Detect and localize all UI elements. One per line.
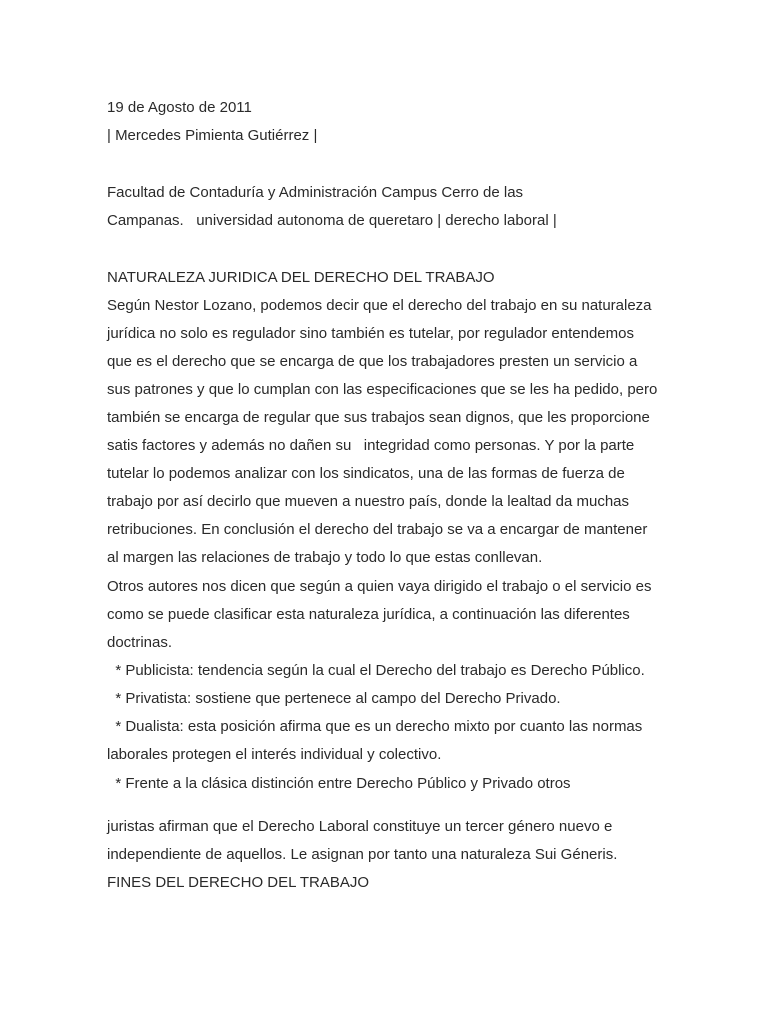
institution-line: Campanas. universidad autonoma de queretaro | derecho laboral | <box>107 212 557 229</box>
paragraph-line: Otros autores nos dicen que según a quien vaya dirigido el trabajo o el servicio es <box>107 578 652 595</box>
institution-line: Facultad de Contaduría y Administración Campus Cerro de las <box>107 184 524 201</box>
paragraph-line: independiente de aquellos. Le asignan por tanto una naturaleza Sui Géneris. <box>107 846 618 863</box>
paragraph-line: juristas afirman que el Derecho Laboral constituye un tercer género nuevo e <box>107 818 613 835</box>
section-heading: NATURALEZA JURIDICA DEL DERECHO DEL TRABAJO <box>107 269 495 286</box>
paragraph-line: que es el derecho que se encarga de que los trabajadores presten un servicio a <box>107 353 638 370</box>
paragraph-line: retribuciones. En conclusión el derecho del trabajo se va a encargar de mantener <box>107 521 648 538</box>
author-line: | Mercedes Pimienta Gutiérrez | <box>107 127 318 144</box>
paragraph-line: como se puede clasificar esta naturaleza jurídica, a continuación las diferentes <box>107 606 630 623</box>
paragraph-line: también se encarga de regular que sus trabajos sean dignos, que les proporcione <box>107 409 650 426</box>
paragraph-line: tutelar lo podemos analizar con los sindicatos, una de las formas de fuerza de <box>107 465 625 482</box>
paragraph-line: satis factores y además no dañen su integridad como personas. Y por la parte <box>107 437 635 454</box>
list-item-continuation: laborales protegen el interés individual y colectivo. <box>107 746 442 763</box>
paragraph-line: Según Nestor Lozano, podemos decir que el derecho del trabajo en su naturaleza <box>107 297 652 314</box>
list-item: * Publicista: tendencia según la cual el Derecho del trabajo es Derecho Público. <box>107 662 645 679</box>
list-item: * Privatista: sostiene que pertenece al campo del Derecho Privado. <box>107 690 561 707</box>
list-item: * Frente a la clásica distinción entre Derecho Público y Privado otros <box>107 775 571 792</box>
paragraph-line: jurídica no solo es regulador sino también es tutelar, por regulador entendemos <box>107 325 634 342</box>
document-date: 19 de Agosto de 2011 <box>107 99 252 116</box>
paragraph-line: trabajo por así decirlo que mueven a nuestro país, donde la lealtad da muchas <box>107 493 629 510</box>
list-item: * Dualista: esta posición afirma que es un derecho mixto por cuanto las normas <box>107 718 643 735</box>
section-heading: FINES DEL DERECHO DEL TRABAJO <box>107 874 370 891</box>
paragraph-line: al margen las relaciones de trabajo y todo lo que estas conllevan. <box>107 549 543 566</box>
paragraph-line: doctrinas. <box>107 634 173 651</box>
paragraph-line: sus patrones y que lo cumplan con las especificaciones que se les ha pedido, pero <box>107 381 658 398</box>
